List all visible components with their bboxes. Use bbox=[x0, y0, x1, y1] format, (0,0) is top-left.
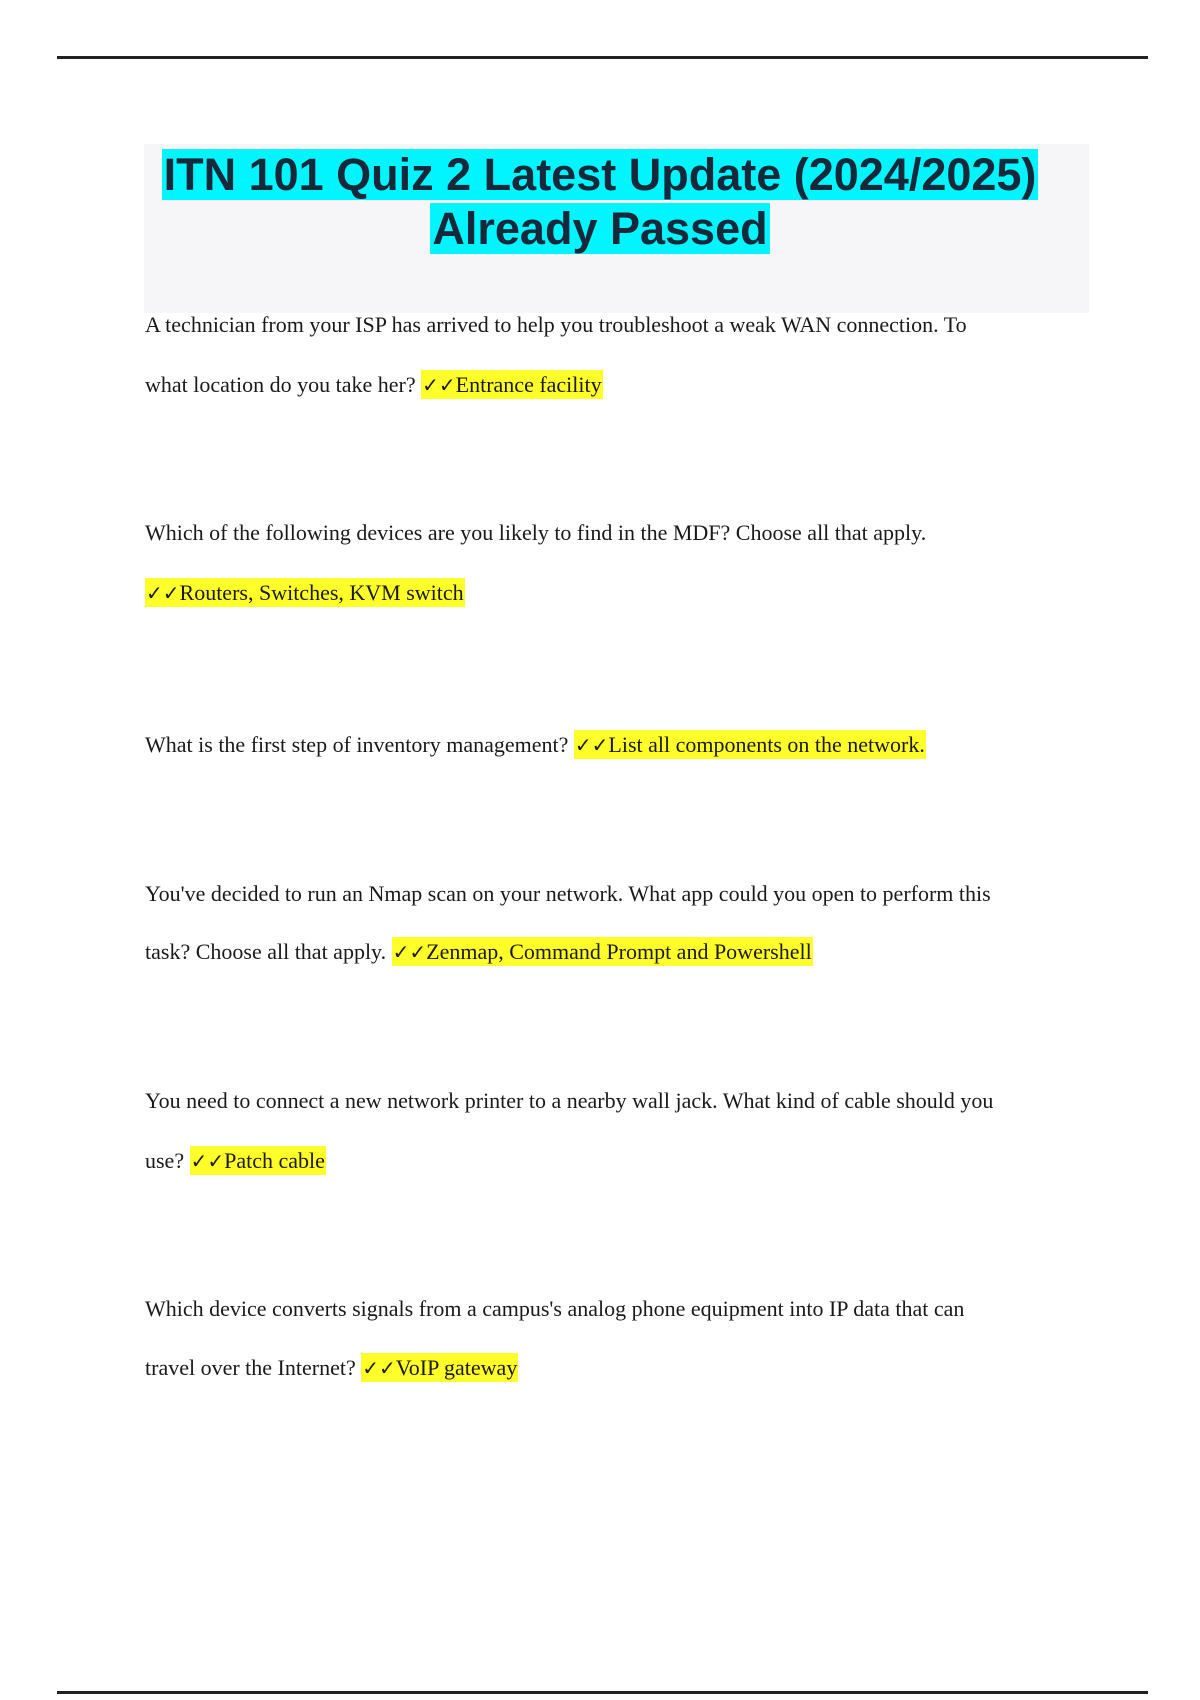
answer-4 bbox=[392, 937, 813, 966]
answer-5 bbox=[190, 1146, 326, 1175]
check-icon: ✓✓ bbox=[146, 581, 180, 605]
answer-2 bbox=[145, 578, 465, 607]
title-text: Already Passed bbox=[432, 203, 768, 254]
question-2-text: Which of the following devices are you likely to find in the MDF? Choose all that apply. bbox=[145, 520, 927, 545]
answer-6 bbox=[361, 1353, 518, 1382]
question-text: What is the first step of inventory management? bbox=[145, 732, 569, 757]
bottom-rule bbox=[57, 1691, 1148, 1694]
question-1-line-2 bbox=[145, 370, 603, 400]
question-text: what location do you take her? bbox=[145, 372, 416, 397]
answer-text: VoIP gateway bbox=[395, 1355, 518, 1380]
question-1-text: A technician from your ISP has arrived to help you troubleshoot a weak WAN connection. To bbox=[145, 312, 967, 337]
question-text: task? Choose all that apply. bbox=[145, 939, 387, 964]
question-5-line-2 bbox=[145, 1146, 326, 1176]
document-title-line-2 bbox=[0, 202, 1200, 256]
check-icon: ✓✓ bbox=[362, 1356, 396, 1380]
check-icon: ✓✓ bbox=[574, 733, 609, 757]
document-title-line-1 bbox=[0, 148, 1200, 202]
check-icon: ✓✓ bbox=[190, 1149, 225, 1173]
question-2-line-2 bbox=[145, 578, 465, 608]
top-rule bbox=[57, 56, 1148, 59]
answer-text: List all components on the network. bbox=[608, 732, 925, 757]
question-text: travel over the Internet? bbox=[145, 1355, 356, 1380]
answer-text: Entrance facility bbox=[455, 372, 602, 397]
answer-1 bbox=[421, 370, 603, 399]
question-6-text: Which device converts signals from a campus's analog phone equipment into IP data that can bbox=[145, 1296, 965, 1321]
question-6-line-2 bbox=[145, 1353, 518, 1383]
check-icon: ✓✓ bbox=[392, 940, 427, 964]
question-4-text: You've decided to run an Nmap scan on your network. What app could you open to perform this bbox=[145, 881, 991, 906]
answer-text: Routers, Switches, KVM switch bbox=[179, 580, 464, 605]
answer-text: Patch cable bbox=[224, 1148, 325, 1173]
check-icon: ✓✓ bbox=[422, 373, 456, 397]
question-3 bbox=[145, 730, 926, 760]
question-text: use? bbox=[145, 1148, 185, 1173]
title-text: ITN 101 Quiz 2 Latest Update (2024/2025) bbox=[163, 149, 1037, 200]
question-5-text: You need to connect a new network printer to a nearby wall jack. What kind of cable should you bbox=[145, 1088, 994, 1113]
question-4-line-2 bbox=[145, 937, 813, 967]
answer-text: Zenmap, Command Prompt and Powershell bbox=[426, 939, 812, 964]
answer-3 bbox=[574, 730, 926, 759]
